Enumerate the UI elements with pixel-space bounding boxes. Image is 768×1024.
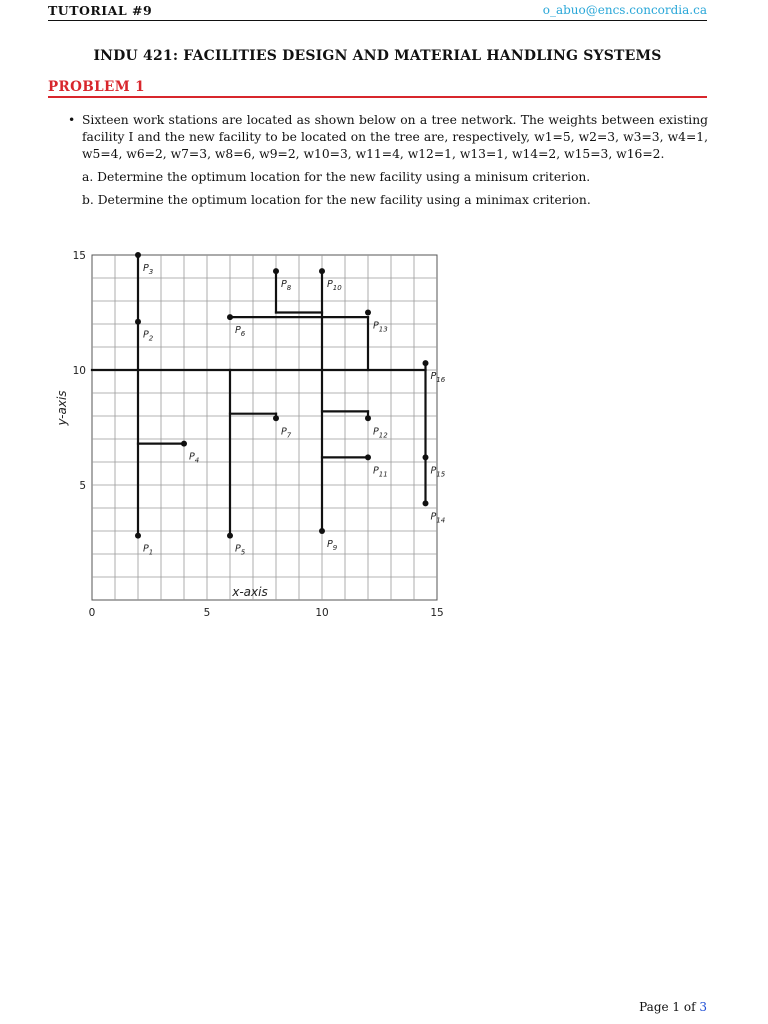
- station-label-index: 12: [378, 431, 388, 440]
- station-label-index: 16: [436, 376, 446, 385]
- part-b-text: b. Determine the optimum location for the new facility using a minimax criterion.: [82, 193, 591, 207]
- station-label-index: 9: [332, 544, 338, 552]
- bullet-icon: •: [68, 113, 76, 127]
- station-label-letter: P: [430, 371, 437, 383]
- station-label-letter: P: [373, 320, 379, 332]
- station-point-p15: [423, 454, 429, 460]
- station-label-letter: P: [235, 543, 241, 555]
- station-point-p7: [273, 415, 279, 421]
- station-label-index: 4: [194, 456, 200, 465]
- station-point-p8: [273, 268, 279, 274]
- station-label-index: 8: [286, 284, 292, 293]
- station-label-letter: P: [430, 511, 437, 523]
- station-label-letter: P: [143, 263, 149, 274]
- station-label-index: 14: [436, 516, 446, 525]
- station-point-p12: [365, 415, 371, 421]
- part-a-text: a. Determine the optimum location for the new facility using a minisum criterion.: [82, 170, 591, 184]
- station-label-index: 2: [148, 334, 154, 343]
- station-label-index: 1: [148, 548, 154, 557]
- station-point-p16: [423, 360, 429, 366]
- problem-heading: PROBLEM 1: [48, 79, 145, 95]
- problem-statement: [68, 112, 708, 209]
- station-label-letter: P: [143, 543, 149, 555]
- x-tick-label: 0: [88, 607, 96, 619]
- station-label-index: 5: [240, 548, 246, 557]
- station-label-index: 15: [436, 470, 446, 479]
- page-footer: [639, 1000, 707, 1014]
- x-tick-label: 5: [203, 607, 211, 619]
- station-point-p14: [423, 500, 429, 506]
- station-label-index: 11: [378, 470, 388, 479]
- station-label-letter: P: [281, 426, 287, 438]
- station-point-p1: [135, 533, 141, 539]
- station-point-p4: [181, 441, 187, 447]
- y-tick-label: 5: [79, 480, 86, 492]
- station-point-p11: [365, 454, 371, 460]
- problem-text: Sixteen work stations are located as shown below on a tree network. The weights between existing facility I and the new facility to be located on the tree are, respectively, w1=5, w2=3, w3=3, w4=1, w5=4, w6=2, w7=3, w8=6, w9=2, w10=3, w11=4, w12=1, w13=1, w14=2, w15=3, w16=2.: [82, 113, 708, 161]
- y-tick-label: 10: [72, 365, 86, 377]
- station-label-index: 3: [148, 268, 154, 276]
- station-label-letter: P: [430, 465, 437, 477]
- station-label-letter: P: [327, 279, 333, 291]
- station-label-letter: P: [373, 465, 379, 477]
- station-point-p6: [227, 314, 233, 320]
- station-point-p5: [227, 533, 233, 539]
- tree-network-figure: [40, 240, 460, 624]
- station-label-index: 10: [332, 284, 342, 293]
- document-title: INDU 421: FACILITIES DESIGN AND MATERIAL HANDLING SYSTEMS: [93, 48, 662, 64]
- station-point-p2: [135, 319, 141, 325]
- header-email-link[interactable]: o_abuo@encs.concordia.ca: [542, 3, 707, 17]
- y-axis-title: y-axis: [55, 390, 69, 426]
- footer-total-pages-link[interactable]: 3: [699, 1000, 707, 1014]
- tree-network-svg: [40, 240, 460, 620]
- station-label-letter: P: [189, 451, 195, 463]
- station-label-letter: P: [143, 329, 149, 341]
- x-tick-label: 10: [315, 607, 329, 619]
- station-label-index: 6: [240, 330, 246, 339]
- station-point-p10: [319, 268, 325, 274]
- station-point-p3: [135, 252, 141, 258]
- x-tick-label: 15: [430, 607, 444, 619]
- station-label-letter: P: [327, 539, 333, 550]
- section-rule: [48, 96, 707, 98]
- station-point-p13: [365, 310, 371, 316]
- station-label-letter: P: [373, 426, 379, 438]
- station-label-letter: P: [235, 325, 241, 337]
- y-tick-label: 15: [72, 250, 86, 262]
- header-tutorial-label: TUTORIAL #9: [48, 3, 153, 18]
- station-label-letter: P: [281, 279, 287, 291]
- station-point-p9: [319, 528, 325, 534]
- station-label-index: 7: [286, 431, 292, 440]
- station-label-index: 13: [378, 325, 388, 334]
- x-axis-title: x-axis: [232, 585, 268, 599]
- footer-page-prefix: Page 1 of: [639, 1000, 700, 1014]
- page-header: [48, 0, 707, 21]
